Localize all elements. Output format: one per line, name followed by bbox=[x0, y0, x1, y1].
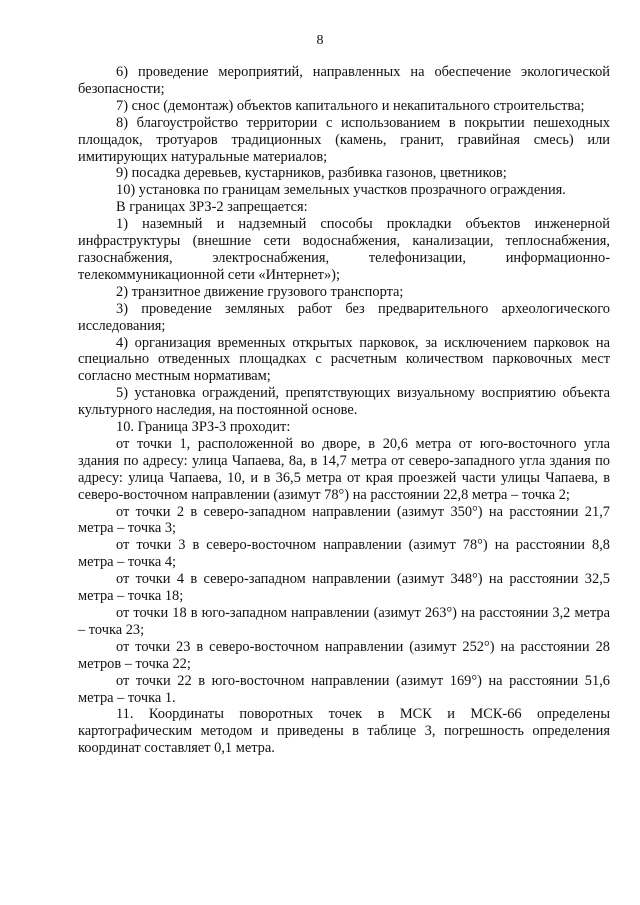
paragraph-item-9: 9) посадка деревьев, кустарников, разбивка газонов, цветников; bbox=[116, 165, 507, 182]
paragraph-item-7: 7) снос (демонтаж) объектов капитального и некапитального строительства; bbox=[116, 97, 585, 114]
prohibition-item-1: 1) наземный и надземный способы прокладки объектов инженерной инфраструктуры (внешние сети водоснабжения, канализации, теплоснабжения, газоснабжения, электроснабжения, телефонизации, информационно-телекоммуникационной сети «Интернет»); bbox=[78, 216, 610, 283]
zrz2-prohibitions-heading: В границах ЗРЗ-2 запрещается: bbox=[116, 199, 308, 216]
prohibition-item-2: 2) транзитное движение грузового транспорта; bbox=[116, 283, 404, 300]
prohibition-item-3: 3) проведение земляных работ без предварительного археологического исследования; bbox=[78, 300, 610, 334]
boundary-segment-6: от точки 23 в северо-восточном направлении (азимут 252°) на расстоянии 28 метров – точка 22; bbox=[78, 638, 610, 672]
boundary-segment-3: от точки 3 в северо-восточном направлении (азимут 78°) на расстоянии 8,8 метра – точка 4; bbox=[78, 537, 610, 571]
boundary-segment-1: от точки 1, расположенной во дворе, в 20,6 метра от юго-восточного угла здания по адресу: улица Чапаева, 8а, в 14,7 метра от северо-западного угла здания по адресу: улица Чапаева, 10, и в 36,5 метра от края проезжей части улицы Чапаева, в северо-восточном направлении (азимут 78°) на расстоянии 22,8 метра – точка 2; bbox=[78, 435, 610, 503]
prohibition-item-5: 5) установка ограждений, препятствующих визуальному восприятию объекта культурного наследия, на постоянной основе. bbox=[78, 385, 610, 419]
section-10-heading: 10. Граница ЗРЗ-3 проходит: bbox=[116, 419, 291, 436]
boundary-segment-4: от точки 4 в северо-западном направлении (азимут 348°) на расстоянии 32,5 метра – точка 18; bbox=[78, 571, 610, 605]
paragraph-item-10: 10) установка по границам земельных участков прозрачного ограждения. bbox=[116, 182, 566, 199]
boundary-segment-5: от точки 18 в юго-западном направлении (азимут 263°) на расстоянии 3,2 метра – точка 23; bbox=[78, 605, 610, 638]
paragraph-item-8: 8) благоустройство территории с использованием в покрытии пешеходных площадок, тротуаров традиционных (камень, гранит, гравийная смесь) или имитирующих натуральные материалов; bbox=[78, 114, 610, 165]
paragraph-item-6: 6) проведение мероприятий, направленных на обеспечение экологической безопасности; bbox=[78, 64, 610, 97]
boundary-segment-7: от точки 22 в юго-восточном направлении (азимут 169°) на расстоянии 51,6 метра – точка 1. bbox=[78, 672, 610, 706]
prohibition-item-4: 4) организация временных открытых парковок, за исключением парковок на специально отведенных площадках с расчетным количеством парковочных мест согласно местным нормативам; bbox=[78, 334, 610, 385]
document-body bbox=[78, 64, 610, 757]
page-number: 8 bbox=[316, 33, 324, 48]
boundary-segment-2: от точки 2 в северо-западном направлении (азимут 350°) на расстоянии 21,7 метра – точка 3; bbox=[78, 503, 610, 537]
section-11-paragraph: 11. Координаты поворотных точек в МСК и МСК-66 определены картографическим методом и приведены в таблице 3, погрешность определения координат составляет 0,1 метра. bbox=[78, 706, 610, 757]
